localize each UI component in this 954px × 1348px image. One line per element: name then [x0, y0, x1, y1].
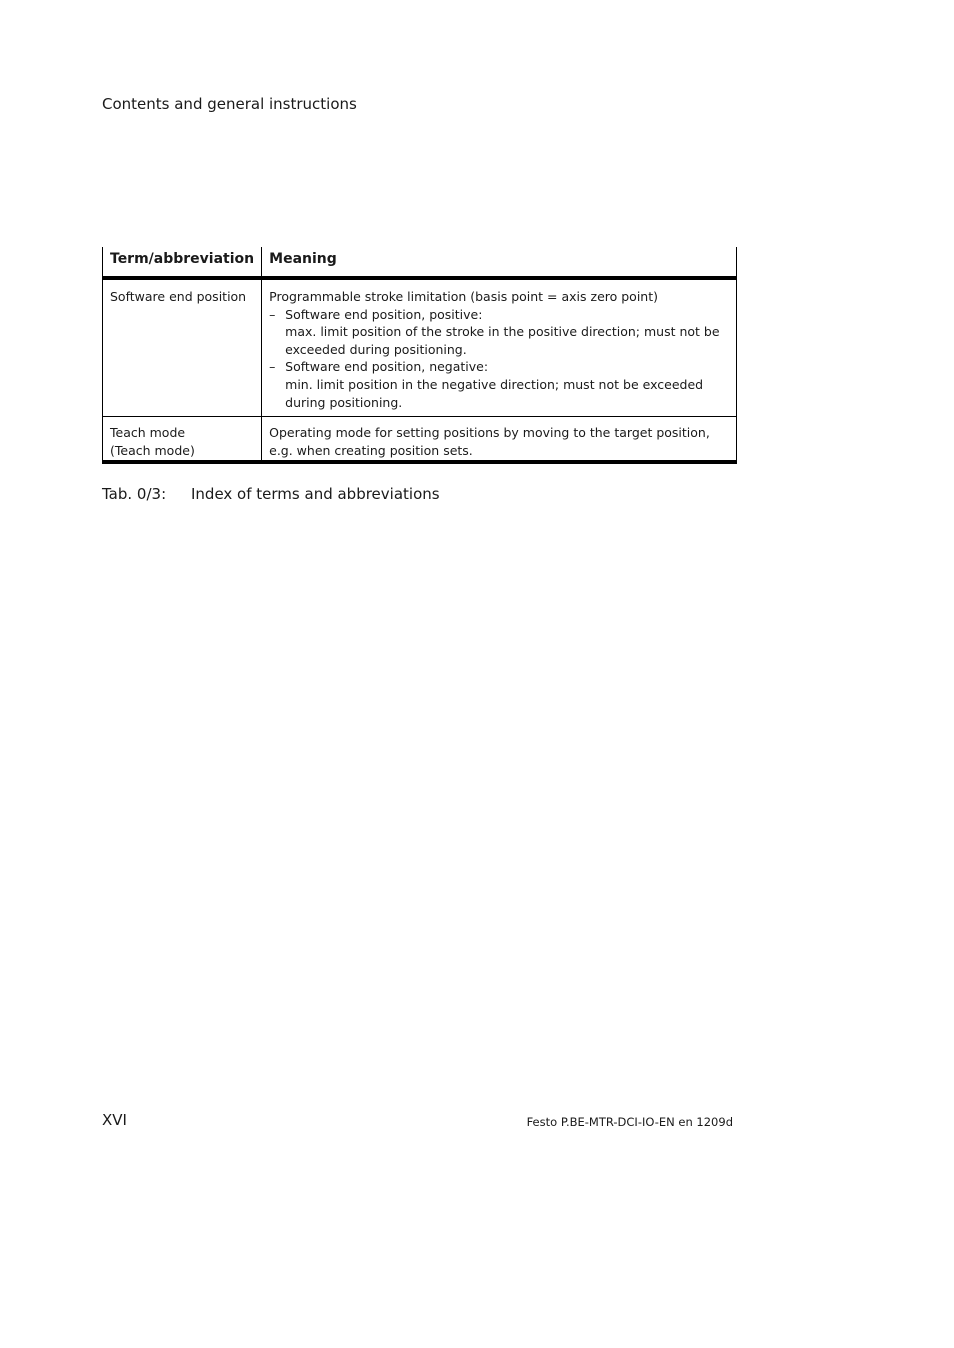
page-header-title: Contents and general instructions: [102, 95, 357, 113]
table-row: [103, 278, 737, 417]
meaning-cell: [262, 417, 737, 463]
term-cell: Software end position: [103, 278, 262, 417]
document-id: Festo P.BE-MTR-DCI-IO-EN en 1209d: [526, 1115, 733, 1129]
bullet-heading: Software end position, negative:: [285, 359, 489, 375]
meaning-line: e.g. when creating position sets.: [269, 442, 473, 458]
meaning-intro: Programmable stroke limitation (basis point = axis zero point): [269, 289, 658, 304]
column-header-term: Term/abbreviation: [103, 247, 262, 278]
term-line: (Teach mode): [110, 442, 195, 458]
caption-text: Index of terms and abbreviations: [191, 485, 440, 503]
terms-table: [102, 247, 737, 464]
table-row: [103, 417, 737, 463]
dash-bullet: –: [269, 306, 276, 322]
table-caption: [102, 485, 440, 503]
meaning-cell: [262, 278, 737, 417]
bullet-item: [269, 306, 729, 359]
dash-bullet: –: [269, 359, 276, 375]
term-cell: [103, 417, 262, 463]
table-header-row: [103, 247, 737, 278]
column-header-meaning: Meaning: [262, 247, 737, 278]
bullet-text: min. limit position in the negative direction; must not be exceeded: [285, 376, 704, 392]
bullet-heading: Software end position, positive:: [285, 306, 483, 322]
term-line: Teach mode: [110, 425, 186, 441]
bullet-item: [269, 358, 729, 411]
caption-label: Tab. 0/3:: [102, 485, 167, 503]
bullet-text: exceeded during positioning.: [285, 341, 467, 357]
page-number: XVI: [102, 1111, 127, 1129]
meaning-line: Operating mode for setting positions by moving to the target position,: [269, 425, 710, 441]
bullet-text: max. limit position of the stroke in the positive direction; must not be: [285, 324, 720, 340]
bullet-text: during positioning.: [285, 394, 403, 410]
